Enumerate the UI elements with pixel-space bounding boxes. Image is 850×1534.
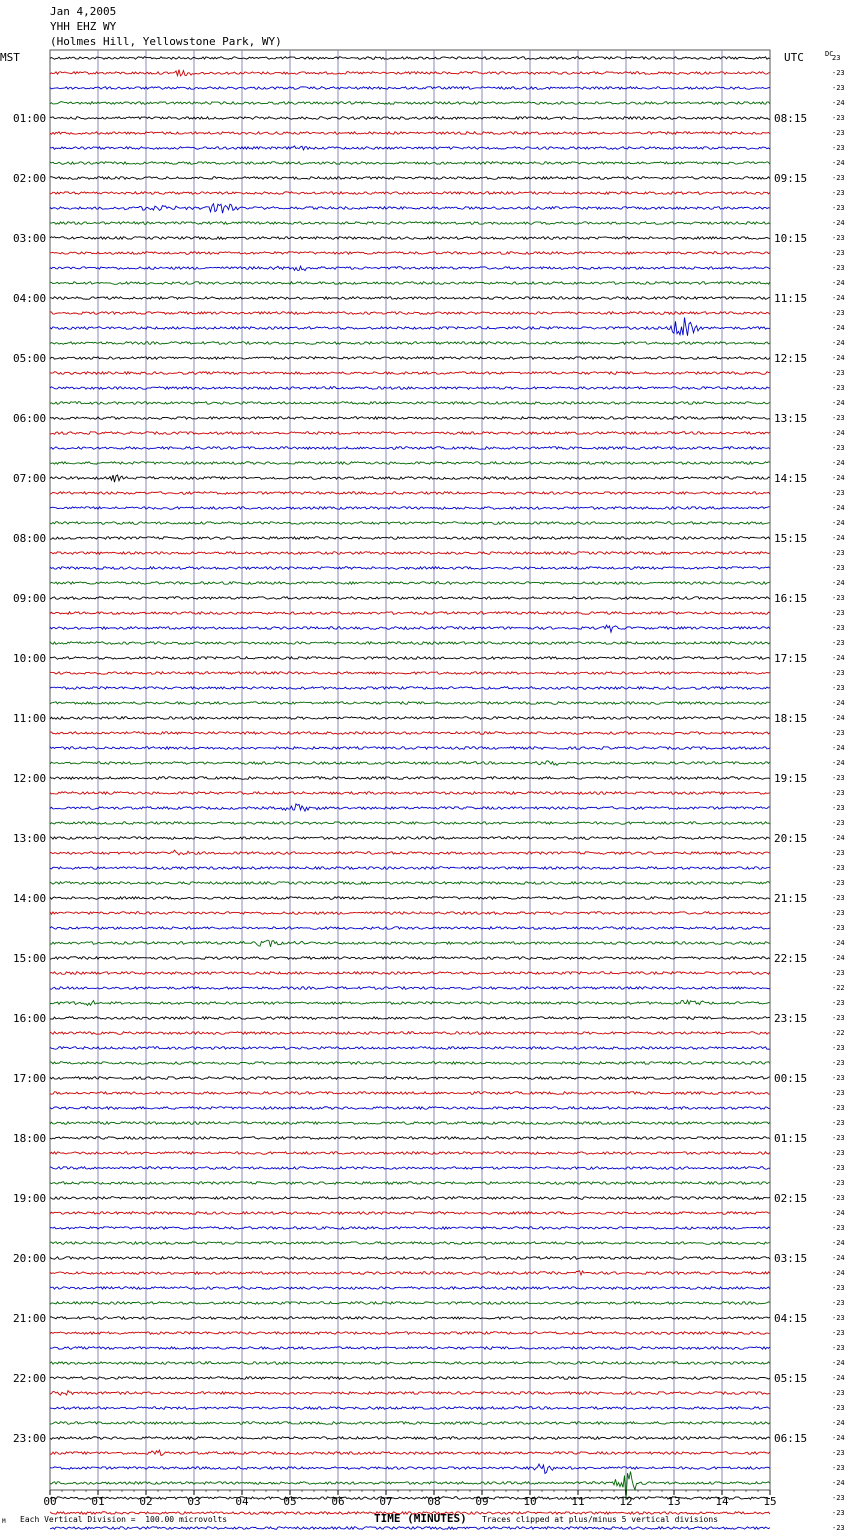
hour-label-mst: 21:00 (13, 1312, 47, 1325)
trace-row (50, 282, 770, 285)
trace-row (50, 777, 770, 780)
trace-row (50, 1362, 770, 1365)
trace-row (50, 417, 770, 420)
x-tick-label: 12 (619, 1495, 633, 1508)
dc-offset-label: -24 (832, 954, 845, 962)
trace-row (50, 1471, 770, 1500)
dc-offset-label: -23 (832, 1464, 845, 1472)
hour-label-mst: 08:00 (13, 532, 47, 545)
dc-offset-label: -22 (832, 984, 845, 992)
x-tick-label: 09 (475, 1495, 489, 1508)
dc-offset-label: -23 (832, 249, 845, 257)
trace-row (50, 1032, 770, 1035)
dc-offset-label: -23 (832, 1314, 845, 1322)
trace-row (50, 357, 770, 360)
trace-row (50, 940, 770, 947)
hour-label-utc: 22:15 (774, 952, 808, 965)
dc-offset-label: -23 (832, 144, 845, 152)
trace-row (50, 761, 770, 765)
dc-offset-label: -23 (832, 1089, 845, 1097)
dc-offset-label: -23 (832, 684, 845, 692)
trace-row (50, 957, 770, 960)
dc-offset-label: -23 (832, 969, 845, 977)
trace-row (50, 1302, 770, 1305)
dc-offset-label: -23 (832, 1104, 845, 1112)
trace-row (50, 1422, 770, 1425)
dc-offset-label: -24 (832, 1419, 845, 1427)
trace-row (50, 850, 770, 855)
hour-label-utc: 00:15 (774, 1072, 808, 1085)
trace-row (50, 537, 770, 540)
trace-row (50, 57, 770, 60)
hour-label-mst: 18:00 (13, 1132, 47, 1145)
hour-label-utc: 10:15 (774, 232, 808, 245)
trace-row (50, 507, 770, 510)
trace-row (50, 612, 770, 615)
trace-row (50, 837, 770, 840)
dc-offset-label: -24 (832, 399, 845, 407)
hour-label-mst: 06:00 (13, 412, 47, 425)
hour-label-utc: 09:15 (774, 172, 808, 185)
dc-offset-label: -24 (832, 1374, 845, 1382)
trace-row (50, 1347, 770, 1350)
trace-row (50, 372, 770, 375)
trace-row (50, 717, 770, 720)
x-tick-label: 14 (715, 1495, 729, 1508)
hour-label-utc: 11:15 (774, 292, 808, 305)
dc-offset-label: -24 (832, 519, 845, 527)
trace-row (50, 492, 770, 495)
hour-label-mst: 01:00 (13, 112, 47, 125)
dc-offset-label: -23 (832, 1119, 845, 1127)
hour-label-mst: 20:00 (13, 1252, 47, 1265)
dc-offset-label: -23 (832, 384, 845, 392)
trace-row (50, 747, 770, 750)
dc-offset-label: -24 (832, 474, 845, 482)
hour-label-utc: 06:15 (774, 1432, 808, 1445)
trace-row (50, 867, 770, 870)
dc-offset-label: -23 (832, 414, 845, 422)
dc-offset-label: -23 (832, 174, 845, 182)
dc-offset-label: -23 (832, 1404, 845, 1412)
dc-offset-label: -23 (832, 1134, 845, 1142)
dc-offset-label: -23 (832, 729, 845, 737)
trace-row (50, 1092, 770, 1095)
hour-label-utc: 16:15 (774, 592, 808, 605)
trace-row (50, 1182, 770, 1185)
x-tick-label: 02 (139, 1495, 153, 1508)
left-timezone-label: MST (0, 51, 20, 64)
hour-label-mst: 03:00 (13, 232, 47, 245)
x-axis-title: TIME (MINUTES) (374, 1512, 467, 1525)
dc-offset-label: -23 (832, 999, 845, 1007)
trace-row (50, 552, 770, 555)
trace-row (50, 1437, 770, 1440)
dc-offset-label: -23 (832, 1194, 845, 1202)
dc-offset-label: -23 (832, 909, 845, 917)
dc-offset-label: -23 (832, 1284, 845, 1292)
hour-label-utc: 23:15 (774, 1012, 808, 1025)
right-timezone-label: UTC (784, 51, 804, 64)
trace-row (50, 822, 770, 825)
dc-offset-label: -24 (832, 759, 845, 767)
dc-offset-label: -23 (832, 624, 845, 632)
dc-offset-label: -23 (832, 804, 845, 812)
trace-row (50, 1242, 770, 1245)
dc-offset-label: -24 (832, 1209, 845, 1217)
trace-row (50, 297, 770, 300)
dc-offset-label: -24 (832, 459, 845, 467)
dc-offset-label: -23 (832, 864, 845, 872)
hour-label-mst: 09:00 (13, 592, 47, 605)
hour-label-utc: 12:15 (774, 352, 808, 365)
trace-row (50, 177, 770, 180)
dc-offset-label: -23 (832, 894, 845, 902)
dc-offset-label: -23 (832, 669, 845, 677)
trace-row (50, 1464, 770, 1473)
trace-row (50, 1122, 770, 1125)
dc-offset-label: -23 (832, 234, 845, 242)
dc-offset-label: -22 (832, 1029, 845, 1037)
dc-offset-label: 23 (832, 54, 841, 62)
trace-row (50, 1167, 770, 1170)
hour-label-utc: 19:15 (774, 772, 808, 785)
trace-row (50, 475, 770, 482)
hour-label-utc: 17:15 (774, 652, 808, 665)
trace-row (50, 1062, 770, 1065)
dc-offset-label: -23 (832, 639, 845, 647)
dc-offset-label: -23 (832, 114, 845, 122)
trace-row (50, 1257, 770, 1260)
footer-scale-note: Each Vertical Division = 100.00 microvolts (20, 1515, 228, 1524)
x-tick-label: 06 (331, 1495, 345, 1508)
hour-label-utc: 18:15 (774, 712, 808, 725)
dc-offset-label: -23 (832, 369, 845, 377)
hour-label-mst: 22:00 (13, 1372, 47, 1385)
trace-row (50, 804, 770, 811)
dc-offset-label: -23 (832, 564, 845, 572)
trace-row (50, 252, 770, 255)
dc-offset-label: -23 (832, 189, 845, 197)
trace-row (50, 192, 770, 195)
trace-row (50, 1047, 770, 1050)
dc-offset-label: -23 (832, 1074, 845, 1082)
trace-row (50, 687, 770, 690)
trace-row (50, 266, 770, 271)
trace-row (50, 1137, 770, 1140)
dc-offset-label: -23 (832, 1044, 845, 1052)
dc-offset-label: -23 (832, 774, 845, 782)
dc-offset-label: -24 (832, 744, 845, 752)
trace-row (50, 927, 770, 930)
trace-row (50, 70, 770, 76)
trace-row (50, 522, 770, 525)
trace-row (50, 204, 770, 214)
dc-offset-label: -24 (832, 1434, 845, 1442)
trace-row (50, 447, 770, 450)
footer-mark: M (2, 1518, 6, 1525)
x-tick-label: 11 (571, 1495, 585, 1508)
dc-offset-label: -24 (832, 699, 845, 707)
dc-offset-label: -24 (832, 324, 845, 332)
trace-row (50, 1017, 770, 1020)
dc-offset-label: -23 (832, 1224, 845, 1232)
dc-offset-label: -23 (832, 1014, 845, 1022)
trace-row (50, 1497, 770, 1500)
hour-label-mst: 10:00 (13, 652, 47, 665)
dc-offset-label: -24 (832, 219, 845, 227)
dc-offset-label: -23 (832, 1509, 845, 1517)
header-location: (Holmes Hill, Yellowstone Park, WY) (50, 35, 282, 48)
trace-row (50, 1077, 770, 1080)
dc-offset-label: -23 (832, 1344, 845, 1352)
hour-label-mst: 05:00 (13, 352, 47, 365)
hour-label-utc: 20:15 (774, 832, 808, 845)
trace-row (50, 402, 770, 405)
trace-row (50, 117, 770, 120)
dc-offset-label: -24 (832, 534, 845, 542)
trace-row (50, 732, 770, 735)
trace-row (50, 342, 770, 345)
trace-row (50, 897, 770, 900)
trace-row (50, 642, 770, 645)
dc-offset-label: -23 (832, 789, 845, 797)
trace-row (50, 1000, 770, 1005)
dc-offset-label: -24 (832, 159, 845, 167)
trace-row (50, 1271, 770, 1275)
dc-offset-label: -24 (832, 1239, 845, 1247)
trace-row (50, 1317, 770, 1320)
hour-label-mst: 02:00 (13, 172, 47, 185)
trace-row (50, 702, 770, 705)
dc-offset-label: -23 (832, 609, 845, 617)
trace-row (50, 222, 770, 225)
x-tick-label: 04 (235, 1495, 249, 1508)
hour-label-mst: 07:00 (13, 472, 47, 485)
dc-offset-label: -24 (832, 294, 845, 302)
hour-label-mst: 15:00 (13, 952, 47, 965)
dc-offset-label: -23 (832, 849, 845, 857)
dc-offset-label: -23 (832, 594, 845, 602)
trace-row (50, 1107, 770, 1110)
header-station: YHH EHZ WY (50, 20, 117, 33)
dc-offset-label: -23 (832, 924, 845, 932)
hour-label-mst: 16:00 (13, 1012, 47, 1025)
dc-offset-label: -23 (832, 84, 845, 92)
footer-clip-note: Traces clipped at plus/minus 5 vertical divisions (482, 1515, 719, 1524)
trace-row (50, 582, 770, 585)
trace-row (50, 1287, 770, 1290)
trace-row (50, 432, 770, 435)
trace-row (50, 1152, 770, 1155)
x-tick-label: 05 (283, 1495, 297, 1508)
dc-offset-label: -24 (832, 1269, 845, 1277)
dc-offset-label: -23 (832, 204, 845, 212)
hour-label-mst: 11:00 (13, 712, 47, 725)
hour-label-utc: 05:15 (774, 1372, 808, 1385)
dc-offset-label: -24 (832, 279, 845, 287)
x-tick-label: 13 (667, 1495, 681, 1508)
trace-row (50, 1332, 770, 1335)
dc-offset-label: -24 (832, 99, 845, 107)
dc-offset-label: -23 (832, 879, 845, 887)
plot-frame (50, 50, 770, 1490)
dc-offset-label: -23 (832, 1329, 845, 1337)
dc-offset-label: -23 (832, 69, 845, 77)
trace-row (50, 1212, 770, 1215)
hour-label-utc: 04:15 (774, 1312, 808, 1325)
hour-label-utc: 15:15 (774, 532, 808, 545)
dc-offset-label: -24 (832, 1254, 845, 1262)
hour-label-utc: 08:15 (774, 112, 808, 125)
dc-offset-label: -23 (832, 549, 845, 557)
trace-row (50, 87, 770, 90)
dc-offset-label: -23 (832, 1164, 845, 1172)
dc-offset-label: -23 (832, 1389, 845, 1397)
hour-label-mst: 04:00 (13, 292, 47, 305)
dc-offset-label: -24 (832, 939, 845, 947)
trace-row (50, 597, 770, 600)
dc-offset-label: -24 (832, 579, 845, 587)
hour-label-mst: 17:00 (13, 1072, 47, 1085)
trace-row (50, 657, 770, 660)
x-tick-label: 10 (523, 1495, 537, 1508)
x-tick-label: 07 (379, 1495, 393, 1508)
trace-row (50, 1527, 770, 1530)
x-tick-label: 00 (43, 1495, 57, 1508)
dc-offset-label: -23 (832, 1449, 845, 1457)
trace-row (50, 312, 770, 315)
hour-label-mst: 23:00 (13, 1432, 47, 1445)
trace-row (50, 1450, 770, 1455)
dc-offset-label: -23 (832, 1299, 845, 1307)
hour-label-utc: 03:15 (774, 1252, 808, 1265)
hour-label-mst: 19:00 (13, 1192, 47, 1205)
x-tick-label: 15 (763, 1495, 777, 1508)
dc-offset-label: -24 (832, 714, 845, 722)
dc-offset-label: -24 (832, 654, 845, 662)
dc-label: DC (825, 50, 834, 58)
dc-offset-label: -24 (832, 834, 845, 842)
dc-offset-label: -23 (832, 264, 845, 272)
trace-row (50, 882, 770, 885)
dc-offset-label: -23 (832, 129, 845, 137)
dc-offset-label: -24 (832, 429, 845, 437)
trace-row (50, 387, 770, 390)
trace-row (50, 102, 770, 105)
trace-row (50, 625, 770, 632)
dc-offset-label: -23 (832, 1494, 845, 1502)
dc-offset-label: -23 (832, 1059, 845, 1067)
hour-label-utc: 14:15 (774, 472, 808, 485)
trace-row (50, 162, 770, 165)
trace-row (50, 1377, 770, 1380)
trace-row (50, 146, 770, 150)
trace-row (50, 462, 770, 465)
hour-label-mst: 12:00 (13, 772, 47, 785)
hour-label-utc: 01:15 (774, 1132, 808, 1145)
trace-row (50, 1391, 770, 1396)
trace-row (50, 237, 770, 240)
dc-offset-label: -23 (832, 444, 845, 452)
dc-offset-label: -24 (832, 354, 845, 362)
trace-row (50, 318, 770, 336)
hour-label-mst: 14:00 (13, 892, 47, 905)
dc-offset-label: -23 (832, 1524, 845, 1532)
dc-offset-label: -23 (832, 1149, 845, 1157)
dc-offset-label: -23 (832, 819, 845, 827)
trace-row (50, 912, 770, 915)
dc-offset-label: -23 (832, 489, 845, 497)
hour-label-mst: 13:00 (13, 832, 47, 845)
x-tick-label: 08 (427, 1495, 441, 1508)
trace-row (50, 987, 770, 990)
trace-row (50, 567, 770, 570)
trace-row (50, 1407, 770, 1410)
dc-offset-label: -23 (832, 1179, 845, 1187)
hour-label-utc: 02:15 (774, 1192, 808, 1205)
trace-row (50, 1197, 770, 1200)
dc-offset-label: -24 (832, 1359, 845, 1367)
trace-row (50, 132, 770, 135)
trace-row (50, 672, 770, 675)
x-tick-label: 03 (187, 1495, 201, 1508)
trace-row (50, 1227, 770, 1230)
hour-label-utc: 21:15 (774, 892, 808, 905)
trace-row (50, 792, 770, 795)
dc-offset-label: -24 (832, 339, 845, 347)
dc-offset-label: -24 (832, 504, 845, 512)
dc-offset-label: -24 (832, 1479, 845, 1487)
x-tick-label: 01 (91, 1495, 105, 1508)
dc-offset-label: -23 (832, 309, 845, 317)
trace-row (50, 972, 770, 975)
hour-label-utc: 13:15 (774, 412, 808, 425)
header-date: Jan 4,2005 (50, 5, 117, 18)
